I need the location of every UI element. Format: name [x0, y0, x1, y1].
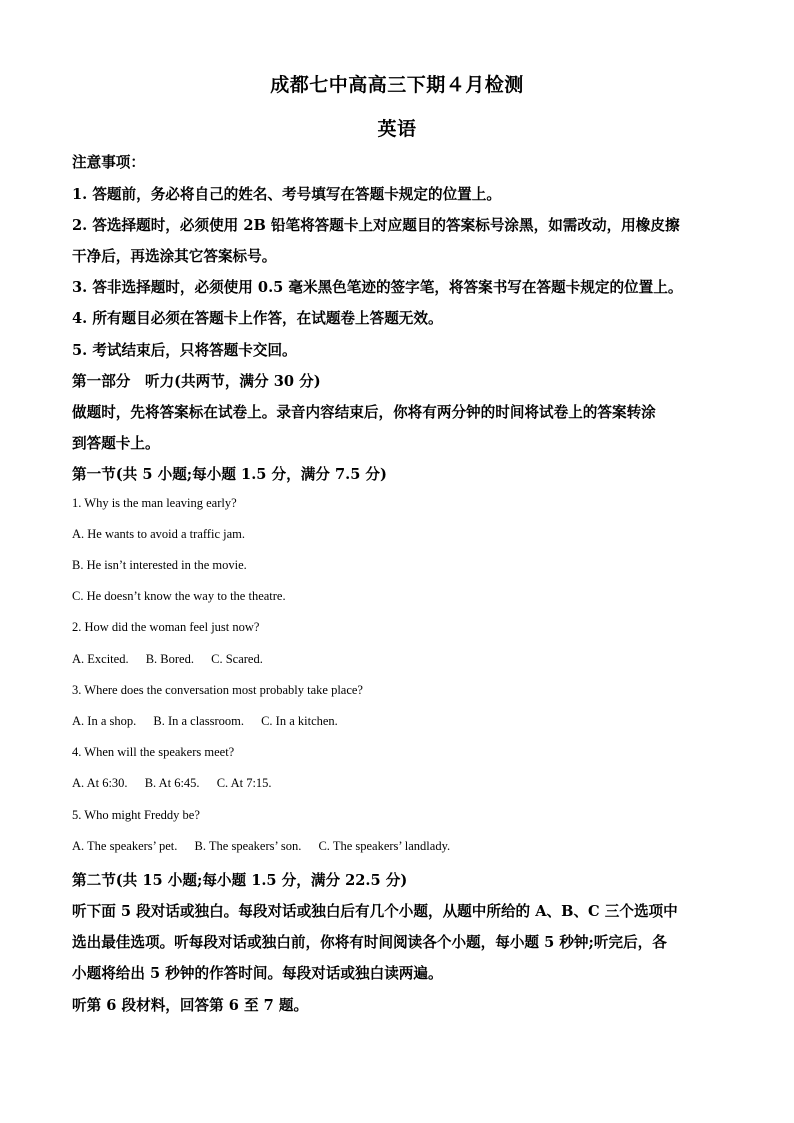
- question-option: A. The speakers’ pet.: [72, 839, 178, 853]
- section-heading: 第一节(共 5 小题;每小题 1.5 分，满分 7.5 分): [72, 466, 387, 483]
- question-option: A. At 6:30.: [72, 776, 128, 790]
- notice-item: 2. 答选择题时，必须使用 2B 铅笔将答题卡上对应题目的答案标号涂黑，如需改动，用橡皮擦: [72, 217, 680, 234]
- question-option: B. The speakers’ son.: [194, 839, 302, 853]
- part-instruction: 到答题卡上。: [72, 435, 160, 452]
- question-option: B. Bored.: [145, 652, 194, 666]
- question-option: C. In a kitchen.: [261, 714, 338, 728]
- material-note: 听第 6 段材料，回答第 6 至 7 题。: [72, 997, 309, 1014]
- notice-heading: 注意事项：: [72, 154, 145, 171]
- question-option: A. In a shop.: [72, 714, 137, 728]
- subject-title: 英语: [377, 118, 417, 140]
- question-option: C. At 7:15.: [216, 776, 272, 790]
- section-instruction: 听下面 5 段对话或独白。每段对话或独白后有几个小题，从题中所给的 A、B、C 三个选项中: [72, 903, 678, 920]
- section-heading: 第二节(共 15 小题;每小题 1.5 分，满分 22.5 分): [72, 872, 408, 889]
- question-option: A. He wants to avoid a traffic jam.: [72, 527, 245, 541]
- question-options: [72, 652, 263, 667]
- question-stem: 5. Who might Freddy be?: [72, 808, 200, 822]
- notice-item: 干净后，再选涂其它答案标号。: [72, 248, 277, 265]
- notice-item: 1. 答题前，务必将自己的姓名、考号填写在答题卡规定的位置上。: [72, 186, 501, 203]
- question-stem: 2. How did the woman feel just now?: [72, 620, 260, 634]
- question-option: B. At 6:45.: [144, 776, 200, 790]
- question-option: B. He isn’t interested in the movie.: [72, 558, 247, 572]
- notice-item: 4. 所有题目必须在答题卡上作答，在试题卷上答题无效。: [72, 310, 443, 327]
- question-options: [72, 839, 450, 854]
- exam-title: 成都七中高高三下期４月检测: [270, 74, 524, 96]
- question-option: C. Scared.: [211, 652, 263, 666]
- notice-item: 5. 考试结束后，只将答题卡交回。: [72, 342, 297, 359]
- question-stem: 4. When will the speakers meet?: [72, 745, 235, 759]
- question-option: B. In a classroom.: [153, 714, 244, 728]
- question-options: [72, 714, 338, 729]
- section-instruction: 小题将给出 5 秒钟的作答时间。每段对话或独白读两遍。: [72, 965, 443, 982]
- notice-item: 3. 答非选择题时，必须使用 0.5 毫米黑色笔迹的签字笔，将答案书写在答题卡规定的位置上。: [72, 279, 683, 296]
- question-stem: 1. Why is the man leaving early?: [72, 496, 237, 510]
- section-instruction: 选出最佳选项。听每段对话或独白前，你将有时间阅读各个小题，每小题 5 秒钟;听完后，各: [72, 934, 667, 951]
- part-instruction: 做题时，先将答案标在试卷上。录音内容结束后，你将有两分钟的时间将试卷上的答案转涂: [72, 404, 656, 421]
- question-stem: 3. Where does the conversation most probably take place?: [72, 683, 363, 697]
- part-heading: 第一部分 听力(共两节，满分 30 分): [72, 373, 321, 390]
- question-option: A. Excited.: [72, 652, 129, 666]
- question-option: C. The speakers’ landlady.: [318, 839, 451, 853]
- question-option: C. He doesn’t know the way to the theatre.: [72, 589, 286, 603]
- question-options: [72, 776, 272, 791]
